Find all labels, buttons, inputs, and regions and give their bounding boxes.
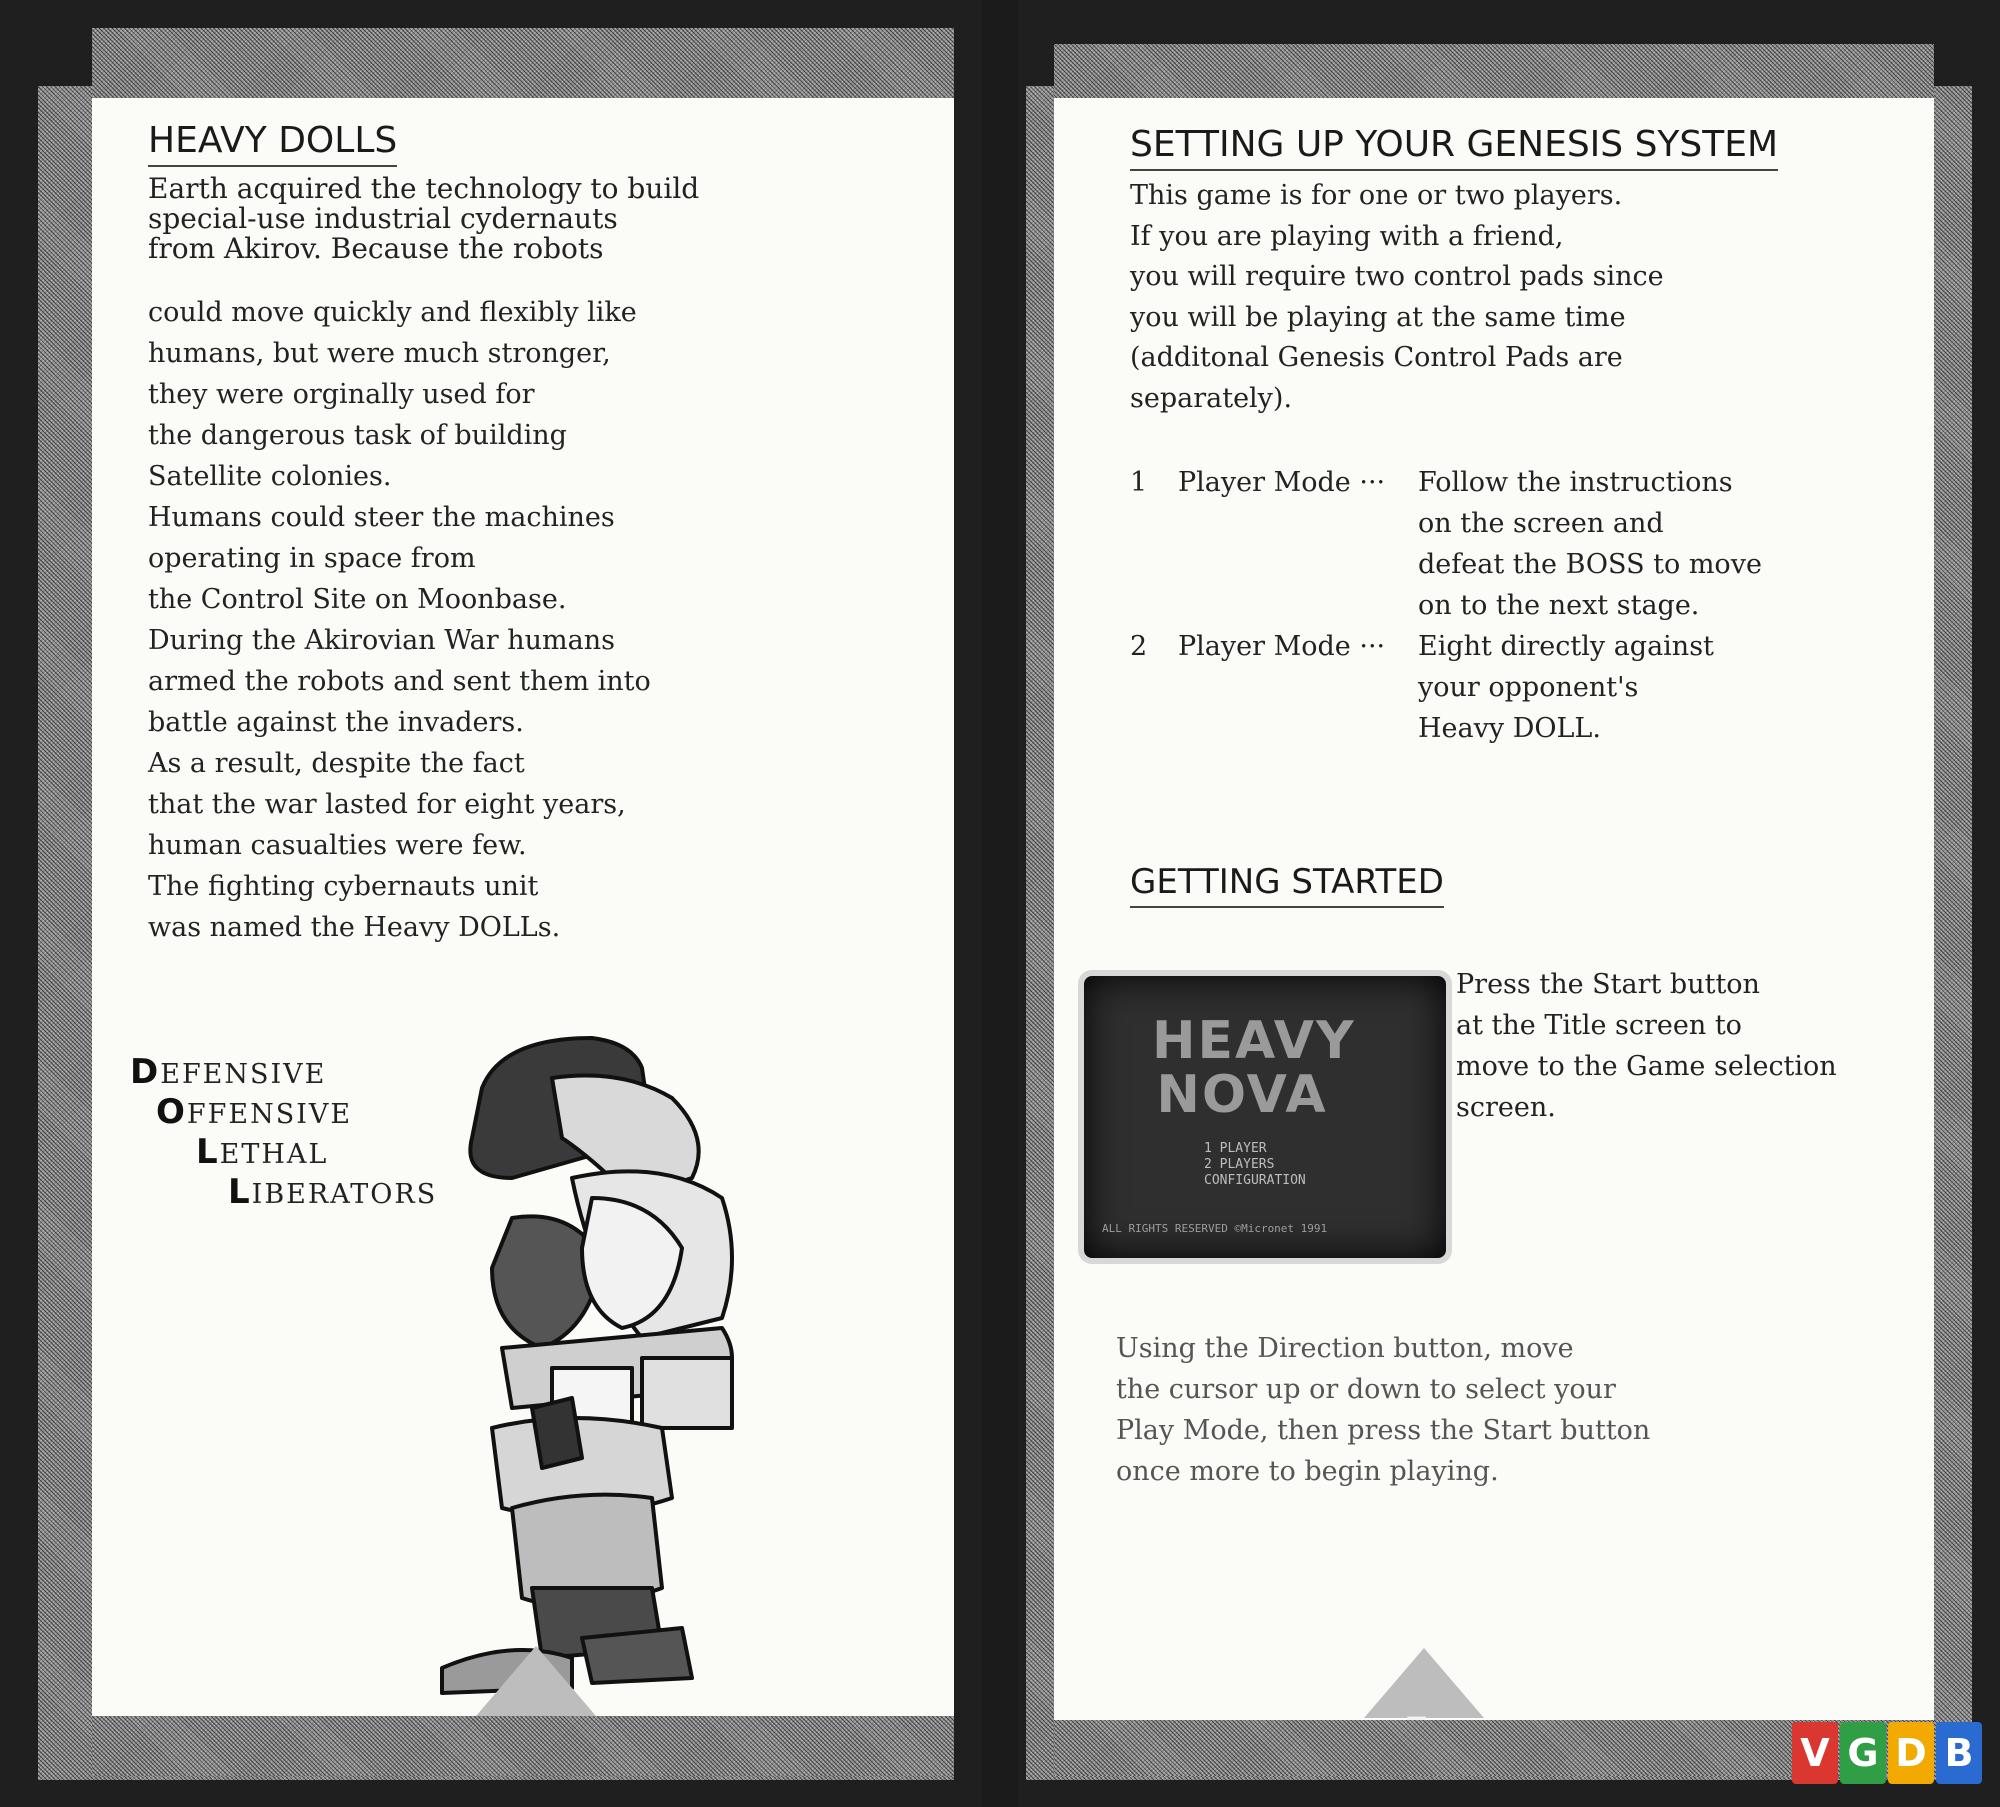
- left-page: [0, 0, 982, 1807]
- watermark-letter-b: B: [1936, 1722, 1982, 1784]
- mode-description-2: Eight directly against your opponent's Heavy DOLL.: [1418, 631, 1714, 744]
- heading-setting-up-genesis: SETTING UP YOUR GENESIS SYSTEM: [1130, 124, 1778, 171]
- heading-getting-started: GETTING STARTED: [1130, 862, 1444, 908]
- acronym-rest: FFENSIVE: [186, 1099, 353, 1130]
- left-page-top-band: [92, 28, 954, 98]
- acronym-line-liberators: [228, 1172, 437, 1212]
- watermark-letter-g: G: [1840, 1722, 1886, 1784]
- right-page: [1018, 0, 2000, 1807]
- mode-label-1: Player Mode ···: [1178, 467, 1386, 498]
- acronym-initial: L: [196, 1132, 220, 1172]
- mode-number-1: 1: [1130, 467, 1148, 498]
- mode-label-2: Player Mode ···: [1178, 631, 1386, 662]
- acronym-initial: D: [130, 1052, 161, 1092]
- setup-paragraph: This game is for one or two players. If you are playing with a friend, you will require two control pads since you will be playing at the same time (additonal Genesis Control Pads are separately).: [1130, 180, 1664, 414]
- screenshot-copyright: ALL RIGHTS RESERVED ©Micronet 1991: [1102, 1222, 1328, 1235]
- acronym-line-offensive: [156, 1092, 352, 1132]
- mode-number-2: 2: [1130, 631, 1148, 662]
- left-page-bottom-band: [92, 1716, 954, 1776]
- direction-instructions: Using the Direction button, move the cursor up or down to select your Play Mode, then press the Start button once more to begin playing.: [1116, 1333, 1651, 1487]
- start-instructions: Press the Start button at the Title screen to move to the Game selection screen.: [1456, 969, 1837, 1123]
- title-screen-screenshot: [1078, 970, 1452, 1264]
- heavy-doll-robot-illustration: [422, 1028, 822, 1708]
- watermark-letter-v: V: [1792, 1722, 1838, 1784]
- book-spine: [982, 0, 1018, 1807]
- intro-paragraph: Earth acquired the technology to build special-use industrial cydernauts from Akirov. Because the robots: [148, 172, 700, 265]
- watermark-letter-d: D: [1888, 1722, 1934, 1784]
- mode-description-1: Follow the instructions on the screen and defeat the BOSS to move on to the next stage.: [1418, 467, 1762, 621]
- left-page-content: [92, 98, 954, 1716]
- history-paragraph: could move quickly and flexibly like humans, but were much stronger, they were orginally used for the dangerous task of building Satellite colonies. Humans could steer the machines operating in space from the Control Site on Moonbase. During the Akirovian War humans armed the robots and sent them into battle against the invaders. As a result, despite the fact that the war lasted for eight years, human casualties were few. The fighting cybernauts unit was named the Heavy DOLLs.: [148, 297, 651, 943]
- acronym-initial: O: [156, 1092, 187, 1132]
- acronym-line-lethal: [196, 1132, 328, 1172]
- left-page-number-tab: [476, 1646, 596, 1716]
- right-page-top-band: [1054, 44, 1934, 100]
- screenshot-game-title: HEAVY NOVA: [1152, 1011, 1356, 1125]
- acronym-initial: L: [228, 1172, 252, 1212]
- acronym-rest: ETHAL: [219, 1139, 329, 1170]
- right-page-number-tab: [1364, 1648, 1484, 1718]
- right-page-content: [1054, 98, 1934, 1720]
- screenshot-menu: 1 PLAYER 2 PLAYERS CONFIGURATION: [1204, 1141, 1306, 1188]
- heading-heavy-dolls: HEAVY DOLLS: [148, 120, 397, 167]
- acronym-rest: IBERATORS: [251, 1179, 438, 1210]
- acronym-rest: EFENSIVE: [160, 1059, 327, 1090]
- acronym-line-defensive: [130, 1052, 326, 1092]
